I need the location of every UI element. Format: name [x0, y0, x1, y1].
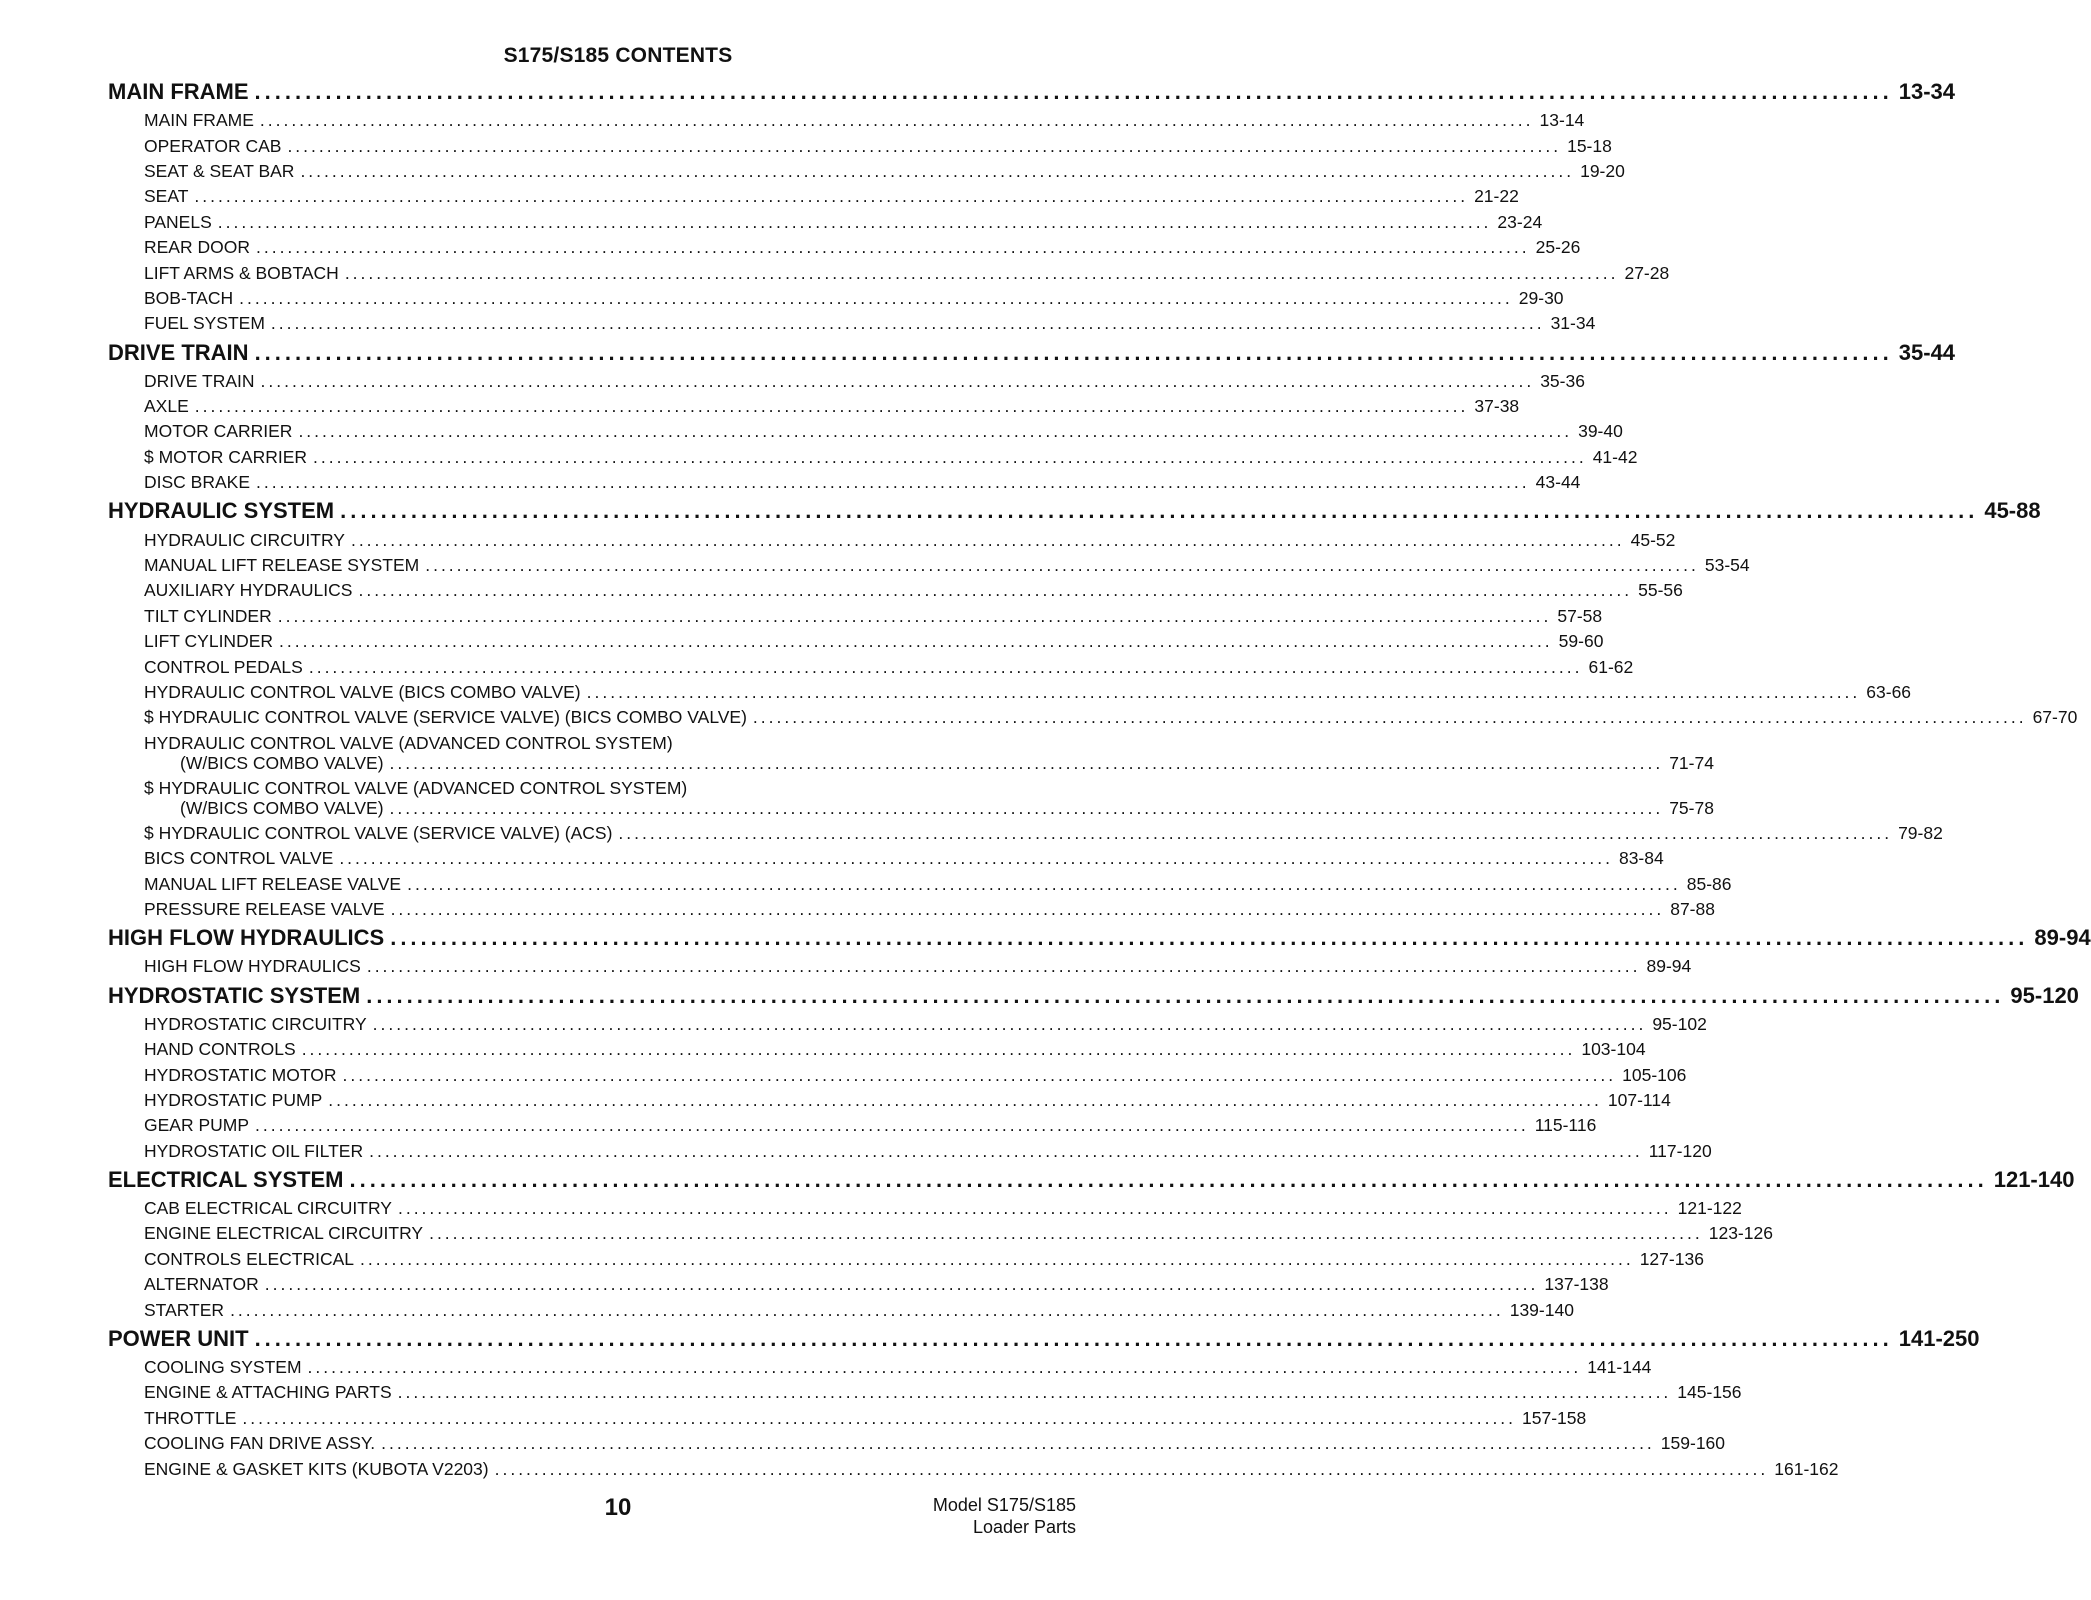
- entry-label: HYDROSTATIC MOTOR: [144, 1064, 337, 1085]
- entry-label: HYDRAULIC CONTROL VALVE (BICS COMBO VALVE): [144, 682, 581, 702]
- entry-pages: 139-140: [1509, 1299, 1574, 1320]
- dot-leader: ..................................................................................................................................................................: [194, 396, 1469, 417]
- toc-entry[interactable]: [108, 871, 1732, 896]
- toc-entry[interactable]: [108, 954, 1692, 979]
- dot-leader: ..................................................................................................................................................................: [381, 1433, 1655, 1454]
- toc-entry[interactable]: [108, 629, 1604, 654]
- toc-entry[interactable]: [108, 1088, 1671, 1113]
- section-title: DRIVE TRAIN: [108, 339, 249, 365]
- dot-leader: ..................................................................................................................................................................: [277, 605, 1552, 626]
- toc-entry[interactable]: [108, 1037, 1646, 1062]
- footer-model-line: Model S175/S185: [932, 1495, 1076, 1515]
- dot-leader: ..................................................................................................................................................................: [366, 956, 1641, 977]
- dot-leader: ..................................................................................................................................................................: [339, 848, 1613, 869]
- entry-pages: 27-28: [1624, 262, 1670, 283]
- dot-leader: ..................................................................................................................................................................: [358, 580, 1633, 601]
- entry-label: BICS CONTROL VALVE: [144, 848, 334, 869]
- toc-entry[interactable]: [108, 286, 1564, 311]
- section-title: HYDRAULIC SYSTEM: [108, 498, 335, 524]
- dot-leader: ..................................................................................................................................................................: [389, 753, 1664, 774]
- entry-label-continued: (W/BICS COMBO VALVE): [180, 753, 384, 774]
- toc-entry[interactable]: [108, 731, 1714, 776]
- toc-entry[interactable]: [108, 1272, 1609, 1297]
- dot-leader: ..................................................................................................................................................................: [389, 798, 1664, 819]
- section-pages: 95-120: [2010, 982, 2079, 1008]
- dot-leader: ..................................................................................................................................................................: [586, 682, 1861, 702]
- entry-pages: 39-40: [1578, 421, 1623, 442]
- entry-label: REAR DOOR: [144, 237, 250, 258]
- entry-pages: 105-106: [1622, 1064, 1687, 1085]
- entry-pages: 157-158: [1522, 1407, 1587, 1428]
- toc-entry[interactable]: [108, 1355, 1652, 1380]
- entry-pages: 21-22: [1474, 186, 1519, 207]
- entry-label: HYDROSTATIC CIRCUITRY: [144, 1013, 367, 1034]
- entry-pages: 83-84: [1618, 848, 1664, 869]
- dot-leader: ..................................................................................................................................................................: [300, 160, 1575, 181]
- entry-label: PANELS: [144, 211, 212, 232]
- entry-label: PRESSURE RELEASE VALVE: [144, 898, 385, 919]
- toc-entry[interactable]: [108, 1456, 1839, 1481]
- entry-continuation: [144, 798, 1714, 819]
- dot-leader: ..................................................................................................................................................................: [369, 1140, 1643, 1161]
- section-title: POWER UNIT: [108, 1325, 249, 1351]
- toc-entry[interactable]: [108, 1380, 1742, 1405]
- toc-entry[interactable]: [108, 1406, 1587, 1431]
- toc-entry[interactable]: [108, 184, 1519, 209]
- entry-label: MOTOR CARRIER: [144, 421, 293, 442]
- entry-pages: 15-18: [1567, 135, 1612, 156]
- dot-leader: ..................................................................................................................................................................: [194, 186, 1469, 207]
- dot-leader: ..................................................................................................................................................................: [425, 555, 1699, 576]
- entry-pages: 59-60: [1558, 631, 1604, 652]
- entry-label: DISC BRAKE: [144, 472, 250, 493]
- toc-entry[interactable]: [108, 1297, 1574, 1322]
- entry-label: COOLING SYSTEM: [144, 1357, 302, 1378]
- toc-entry[interactable]: [108, 846, 1664, 871]
- entry-label: MAIN FRAME: [144, 110, 254, 131]
- entry-pages: 145-156: [1677, 1382, 1742, 1403]
- dot-leader: ..................................................................................................................................................................: [308, 656, 1583, 677]
- entry-label: THROTTLE: [144, 1407, 237, 1428]
- section-title: MAIN FRAME: [108, 79, 249, 104]
- entry-pages: 63-66: [1866, 682, 1912, 702]
- toc-entry[interactable]: [108, 235, 1581, 260]
- entry-label: SEAT: [144, 186, 189, 207]
- dot-leader: ..................................................................................................................................................................: [390, 898, 1665, 919]
- toc-entry[interactable]: [108, 776, 1714, 821]
- entry-pages: 87-88: [1670, 898, 1715, 919]
- entry-label: SEAT & SEAT BAR: [144, 160, 295, 181]
- section-title: HIGH FLOW HYDRAULICS: [108, 925, 385, 951]
- section-pages: 35-44: [1898, 339, 1956, 365]
- dot-leader: ..................................................................................................................................................................: [344, 262, 1619, 283]
- toc-entry[interactable]: [108, 445, 1638, 470]
- entry-continuation: [144, 753, 1714, 774]
- entry-label: OPERATOR CAB: [144, 135, 282, 156]
- toc-entry[interactable]: [108, 604, 1603, 629]
- dot-leader: ..................................................................................................................................................................: [349, 1166, 1988, 1192]
- toc-entry[interactable]: [108, 1012, 1707, 1037]
- section-pages: 121-140: [1993, 1166, 2075, 1192]
- entry-pages: 31-34: [1550, 313, 1596, 334]
- entry-label: DRIVE TRAIN: [144, 370, 255, 391]
- dot-leader: ..................................................................................................................................................................: [328, 1089, 1602, 1110]
- toc-entry[interactable]: [108, 369, 1585, 394]
- entry-label: FUEL SYSTEM: [144, 313, 265, 334]
- entry-pages: 79-82: [1898, 822, 1943, 843]
- entry-label: $ HYDRAULIC CONTROL VALVE (SERVICE VALVE) (ACS): [144, 822, 613, 843]
- entry-pages: 107-114: [1607, 1089, 1671, 1110]
- entry-label: LIFT CYLINDER: [144, 631, 274, 652]
- toc-entry[interactable]: [108, 419, 1623, 444]
- entry-pages: 67-70: [2032, 707, 2078, 728]
- section-heading[interactable]: [108, 922, 2091, 954]
- toc-entry[interactable]: [108, 1247, 1704, 1272]
- entry-pages: 29-30: [1518, 287, 1564, 308]
- toc-entry[interactable]: [108, 821, 1943, 846]
- entry-label: CAB ELECTRICAL CIRCUITRY: [144, 1198, 392, 1219]
- section-heading[interactable]: [108, 1164, 2075, 1196]
- dot-leader: ..................................................................................................................................................................: [264, 1274, 1539, 1295]
- toc-entry[interactable]: [108, 1113, 1597, 1138]
- entry-label: AXLE: [144, 396, 189, 417]
- entry-label: GEAR PUMP: [144, 1115, 250, 1136]
- entry-label: LIFT ARMS & BOBTACH: [144, 262, 339, 283]
- entry-label: STARTER: [144, 1299, 225, 1320]
- entry-pages: 121-122: [1677, 1198, 1742, 1219]
- entry-label: CONTROL PEDALS: [144, 656, 303, 677]
- entry-pages: 45-52: [1630, 529, 1676, 550]
- section-heading[interactable]: [108, 76, 1956, 108]
- toc-entry[interactable]: [108, 897, 1715, 922]
- dot-leader: ..................................................................................................................................................................: [279, 631, 1553, 652]
- section-title: HYDROSTATIC SYSTEM: [108, 982, 361, 1008]
- entry-label: HAND CONTROLS: [144, 1039, 296, 1060]
- dot-leader: ..................................................................................................................................................................: [254, 339, 1893, 365]
- entry-pages: 75-78: [1669, 798, 1714, 819]
- entry-label: ENGINE & GASKET KITS (KUBOTA V2203): [144, 1458, 489, 1479]
- toc-entry[interactable]: [108, 1139, 1712, 1164]
- section-heading[interactable]: [108, 337, 1956, 369]
- dot-leader: ..................................................................................................................................................................: [390, 925, 2029, 951]
- section-pages: 45-88: [1984, 498, 2041, 524]
- dot-leader: ..................................................................................................................................................................: [256, 472, 1530, 493]
- entry-pages: 41-42: [1592, 446, 1638, 467]
- dot-leader: ..................................................................................................................................................................: [397, 1198, 1672, 1219]
- entry-pages: 25-26: [1535, 237, 1581, 258]
- section-pages: 13-34: [1898, 79, 1956, 104]
- entry-label: ALTERNATOR: [144, 1274, 259, 1295]
- entry-pages: 117-120: [1648, 1140, 1712, 1161]
- dot-leader: ..................................................................................................................................................................: [313, 446, 1587, 467]
- entry-pages: 53-54: [1704, 555, 1750, 576]
- dot-leader: ..................................................................................................................................................................: [239, 287, 1513, 308]
- toc-entry[interactable]: [108, 210, 1543, 235]
- entry-label: HYDROSTATIC OIL FILTER: [144, 1140, 364, 1161]
- toc-entry[interactable]: [108, 260, 1670, 285]
- section-heading[interactable]: [108, 495, 2041, 527]
- entry-label: CONTROLS ELECTRICAL: [144, 1248, 355, 1269]
- dot-leader: ..................................................................................................................................................................: [260, 370, 1535, 391]
- table-of-contents: [108, 76, 2091, 1482]
- dot-leader: ..................................................................................................................................................................: [255, 237, 1530, 258]
- entry-label-continued: (W/BICS COMBO VALVE): [180, 798, 384, 819]
- toc-entry[interactable]: [108, 394, 1520, 419]
- entry-pages: 19-20: [1580, 160, 1625, 181]
- dot-leader: ..................................................................................................................................................................: [360, 1248, 1634, 1269]
- dot-leader: ..................................................................................................................................................................: [255, 1115, 1529, 1136]
- dot-leader: ..................................................................................................................................................................: [270, 313, 1545, 334]
- dot-leader: ..................................................................................................................................................................: [217, 211, 1492, 232]
- dot-leader: ..................................................................................................................................................................: [372, 1013, 1647, 1034]
- footer-product-line: Loader Parts: [972, 1517, 1076, 1537]
- section-heading[interactable]: [108, 1323, 1980, 1355]
- entry-label: ENGINE ELECTRICAL CIRCUITRY: [144, 1223, 424, 1244]
- entry-label: $ MOTOR CARRIER: [144, 446, 308, 467]
- entry-pages: 141-144: [1587, 1357, 1652, 1378]
- entry-label: ENGINE & ATTACHING PARTS: [144, 1382, 392, 1403]
- toc-entry[interactable]: [108, 470, 1581, 495]
- dot-leader: ..................................................................................................................................................................: [254, 79, 1893, 104]
- toc-entry[interactable]: [108, 705, 2078, 730]
- section-pages: 141-250: [1898, 1325, 1980, 1351]
- entry-label: BOB-TACH: [144, 287, 234, 308]
- entry-label: MANUAL LIFT RELEASE SYSTEM: [144, 555, 420, 576]
- footer-model-note: [933, 1494, 1076, 1538]
- entry-pages: 35-36: [1540, 370, 1585, 391]
- dot-leader: ..................................................................................................................................................................: [397, 1382, 1672, 1403]
- toc-entry[interactable]: [108, 553, 1750, 578]
- entry-pages: 13-14: [1539, 110, 1585, 131]
- entry-label: HYDROSTATIC PUMP: [144, 1089, 323, 1110]
- entry-pages: 161-162: [1774, 1458, 1839, 1479]
- entry-label: TILT CYLINDER: [144, 605, 272, 626]
- entry-pages: 57-58: [1557, 605, 1603, 626]
- toc-entry[interactable]: [108, 1062, 1687, 1087]
- dot-leader: ..................................................................................................................................................................: [242, 1407, 1517, 1428]
- entry-label: $ HYDRAULIC CONTROL VALVE (SERVICE VALVE) (BICS COMBO VALVE): [144, 707, 747, 728]
- entry-pages: 115-116: [1534, 1115, 1597, 1136]
- toc-entry[interactable]: [108, 527, 1676, 552]
- dot-leader: ..................................................................................................................................................................: [350, 529, 1625, 550]
- page-number: 10: [604, 1494, 632, 1521]
- entry-label: COOLING FAN DRIVE ASSY.: [144, 1433, 376, 1454]
- entry-pages: 71-74: [1669, 753, 1714, 774]
- entry-pages: 103-104: [1581, 1039, 1646, 1060]
- entry-label: $ HYDRAULIC CONTROL VALVE (ADVANCED CONTROL SYSTEM): [144, 778, 688, 799]
- entry-pages: 37-38: [1474, 396, 1520, 417]
- entry-pages: 23-24: [1497, 211, 1543, 232]
- toc-entry[interactable]: [108, 1196, 1742, 1221]
- entry-pages: 43-44: [1535, 472, 1581, 493]
- toc-entry[interactable]: [108, 1221, 1773, 1246]
- section-pages: 89-94: [2034, 925, 2091, 951]
- dot-leader: ..................................................................................................................................................................: [230, 1299, 1504, 1320]
- dot-leader: ..................................................................................................................................................................: [429, 1223, 1703, 1244]
- entry-pages: 137-138: [1544, 1274, 1609, 1295]
- dot-leader: ..................................................................................................................................................................: [618, 822, 1893, 843]
- dot-leader: ..................................................................................................................................................................: [342, 1064, 1617, 1085]
- dot-leader: ..................................................................................................................................................................: [298, 421, 1573, 442]
- dot-leader: ..................................................................................................................................................................: [287, 135, 1562, 156]
- entry-label: HYDRAULIC CIRCUITRY: [144, 529, 345, 550]
- entry-pages: 123-126: [1708, 1223, 1773, 1244]
- entry-pages: 61-62: [1588, 656, 1634, 677]
- section-title: ELECTRICAL SYSTEM: [108, 1166, 344, 1192]
- dot-leader: ..................................................................................................................................................................: [407, 873, 1681, 894]
- entry-pages: 127-136: [1639, 1248, 1704, 1269]
- entry-pages: 89-94: [1646, 956, 1692, 977]
- entry-label: HIGH FLOW HYDRAULICS: [144, 956, 361, 977]
- toc-entry[interactable]: [108, 108, 1585, 133]
- entry-pages: 95-102: [1652, 1013, 1707, 1034]
- toc-entry[interactable]: [108, 159, 1625, 184]
- toc-entry[interactable]: [108, 578, 1683, 603]
- dot-leader: ..................................................................................................................................................................: [254, 1325, 1893, 1351]
- entry-label: MANUAL LIFT RELEASE VALVE: [144, 873, 402, 894]
- entry-pages: 159-160: [1660, 1433, 1726, 1454]
- entry-label: AUXILIARY HYDRAULICS: [144, 580, 353, 601]
- toc-entry[interactable]: [108, 1431, 1726, 1456]
- dot-leader: ..................................................................................................................................................................: [366, 982, 2005, 1008]
- toc-entry[interactable]: [108, 654, 1634, 679]
- dot-leader: ..................................................................................................................................................................: [752, 707, 2027, 728]
- toc-entry[interactable]: [108, 311, 1596, 336]
- entry-pages: 85-86: [1686, 873, 1732, 894]
- entry-pages: 55-56: [1638, 580, 1683, 601]
- dot-leader: ..................................................................................................................................................................: [301, 1039, 1576, 1060]
- dot-leader: ..................................................................................................................................................................: [307, 1357, 1582, 1378]
- dot-leader: ..................................................................................................................................................................: [494, 1458, 1769, 1479]
- toc-entry[interactable]: [108, 680, 1912, 705]
- dot-leader: ..................................................................................................................................................................: [340, 498, 1979, 524]
- dot-leader: ..................................................................................................................................................................: [259, 110, 1534, 131]
- section-heading[interactable]: [108, 980, 2079, 1012]
- page-title: S175/S185 CONTENTS: [503, 44, 733, 67]
- toc-entry[interactable]: [108, 133, 1612, 158]
- entry-label: HYDRAULIC CONTROL VALVE (ADVANCED CONTROL SYSTEM): [144, 733, 673, 754]
